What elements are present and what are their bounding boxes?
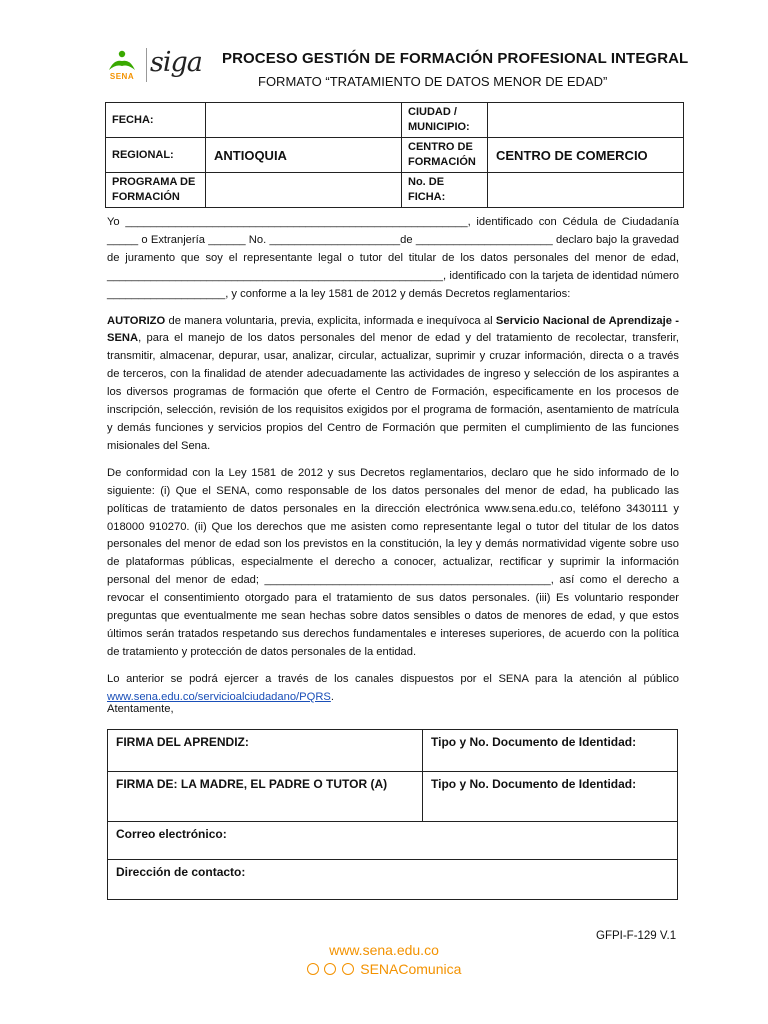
declaration-paragraph: Yo _______________________________________________________, identificado con Cédula de Ciudadanía _____ o Extranjería ______ No. _____________________de ______________________ declaro bajo la gravedad de juramento que soy el representante legal o tutor del titular de los datos personales del menor de edad, ______________________________________________________, identificado con la tarjeta de identidad número ___________________, y conforme a la ley 1581 de 2012 y demás Decretos reglamentarios: xyxy=(107,216,679,300)
channels-end: . xyxy=(330,690,334,703)
closing-text: Atentamente, xyxy=(107,703,174,715)
pqrs-link[interactable]: www.sena.edu.co/servicioalciudadano/PQRS xyxy=(107,690,331,703)
firma-padre-field[interactable]: FIRMA DE: LA MADRE, EL PADRE O TUTOR (A) xyxy=(108,772,423,822)
centro-label: CENTRO DE FORMACIÓN xyxy=(402,138,488,173)
signature-table xyxy=(107,729,678,900)
ficha-label: No. DE FICHA: xyxy=(402,173,488,208)
facebook-icon xyxy=(324,963,336,975)
direccion-field[interactable]: Dirección de contacto: xyxy=(108,860,678,900)
twitter-icon xyxy=(307,963,319,975)
programa-field[interactable] xyxy=(206,173,402,208)
channels-paragraph xyxy=(107,671,679,707)
ficha-field[interactable] xyxy=(488,173,684,208)
correo-field[interactable]: Correo electrónico: xyxy=(108,822,678,860)
ciudad-field[interactable] xyxy=(488,103,684,138)
social-handle: SENAComunica xyxy=(360,961,462,977)
footer-url[interactable]: www.sena.edu.co xyxy=(329,942,439,958)
document-title: PROCESO GESTIÓN DE FORMACIÓN PROFESIONAL INTEGRAL xyxy=(222,50,689,67)
document-subtitle: FORMATO “TRATAMIENTO DE DATOS MENOR DE EDAD” xyxy=(258,74,608,89)
instagram-icon xyxy=(342,963,354,975)
siga-logo: siga xyxy=(150,47,202,78)
rights-paragraph: De conformidad con la Ley 1581 de 2012 y sus Decretos reglamentarios, declaro que he sido informado de lo siguiente: (i) Que el SENA, como responsable de los datos personales del menor de edad, ha publicado las políticas de tratamiento de datos personales en la dirección electrónica www.sena.edu.co, teléfono 3430111 y 018000 910270. (ii) Que los derechos que me asisten como representante legal o tutor del titular de los datos personales del menor de edad son los previstos en la constitución, la ley y demás normatividad vigente sobre uso de plataformas públicas, especialmente el derecho a conocer, actualizar, rectificar y suprimir la información personal del menor de edad; ______________________________________________, así como el derecho a revocar el consentimiento otorgado para el tratamiento de sus datos personales. (iii) Es voluntario responder preguntas que eventualmente me sean hechas sobre datos sensibles o datos de menores de edad, y que estos últimos serán tratados respetando sus derechos fundamentales e intereses superiores, de acuerdo con la política de tratamiento y protección de datos personales de la entidad. xyxy=(107,466,679,658)
authorization-paragraph xyxy=(107,313,679,456)
programa-label: PROGRAMA DE FORMACIÓN xyxy=(106,173,206,208)
firma-aprendiz-field[interactable]: FIRMA DEL APRENDIZ: xyxy=(108,730,423,772)
logo-divider xyxy=(146,48,147,82)
fecha-field[interactable] xyxy=(206,103,402,138)
authorization-text-b: , para el manejo de los datos personales del menor de edad y del tratamiento de recolectar, transferir, transmitir, almacenar, depurar, usar, analizar, circular, actualizar, suprimir y cruzar información, directa o a través de terceros, con la finalidad de atender adecuadamente las actividades de ingreso y selección de los aspirantes a los diversos programas de formación que oferte el Centro de Formación, especificamente en los procesos de inscripción, selección, revisión de los requisitos exigidos por el programa de formación, asentamiento de matrícula y demás funciones y servicios propios del Centro de Formación que permiten el cumplimiento de las funciones misionales del Sena. xyxy=(107,332,679,452)
sena-logo xyxy=(104,50,140,84)
channels-text: Lo anterior se podrá ejercer a través de los canales dispuestos por el SENA para la atención al público xyxy=(107,672,679,685)
ciudad-label: CIUDAD / MUNICIPIO: xyxy=(402,103,488,138)
autorizo-bold: AUTORIZO xyxy=(107,314,166,327)
sena-name-bold: Servicio Nacional de Aprendizaje - SENA xyxy=(107,314,679,345)
tipo-documento-padre-field[interactable]: Tipo y No. Documento de Identidad: xyxy=(423,772,678,822)
authorization-text-a: de manera voluntaria, previa, explicita, informada e inequívoca al xyxy=(165,314,496,327)
document-body xyxy=(107,214,679,716)
regional-label: REGIONAL: xyxy=(106,138,206,173)
centro-field[interactable]: CENTRO DE COMERCIO xyxy=(488,138,684,173)
sena-logo-text: SENA xyxy=(109,72,135,81)
tipo-documento-aprendiz-field[interactable]: Tipo y No. Documento de Identidad: xyxy=(423,730,678,772)
footer-social xyxy=(0,961,768,977)
info-table xyxy=(105,102,684,208)
document-code: GFPI-F-129 V.1 xyxy=(596,930,677,942)
sena-logo-icon xyxy=(104,50,140,74)
regional-field[interactable]: ANTIOQUIA xyxy=(206,138,402,173)
fecha-label: FECHA: xyxy=(106,103,206,138)
document-header xyxy=(0,0,768,100)
